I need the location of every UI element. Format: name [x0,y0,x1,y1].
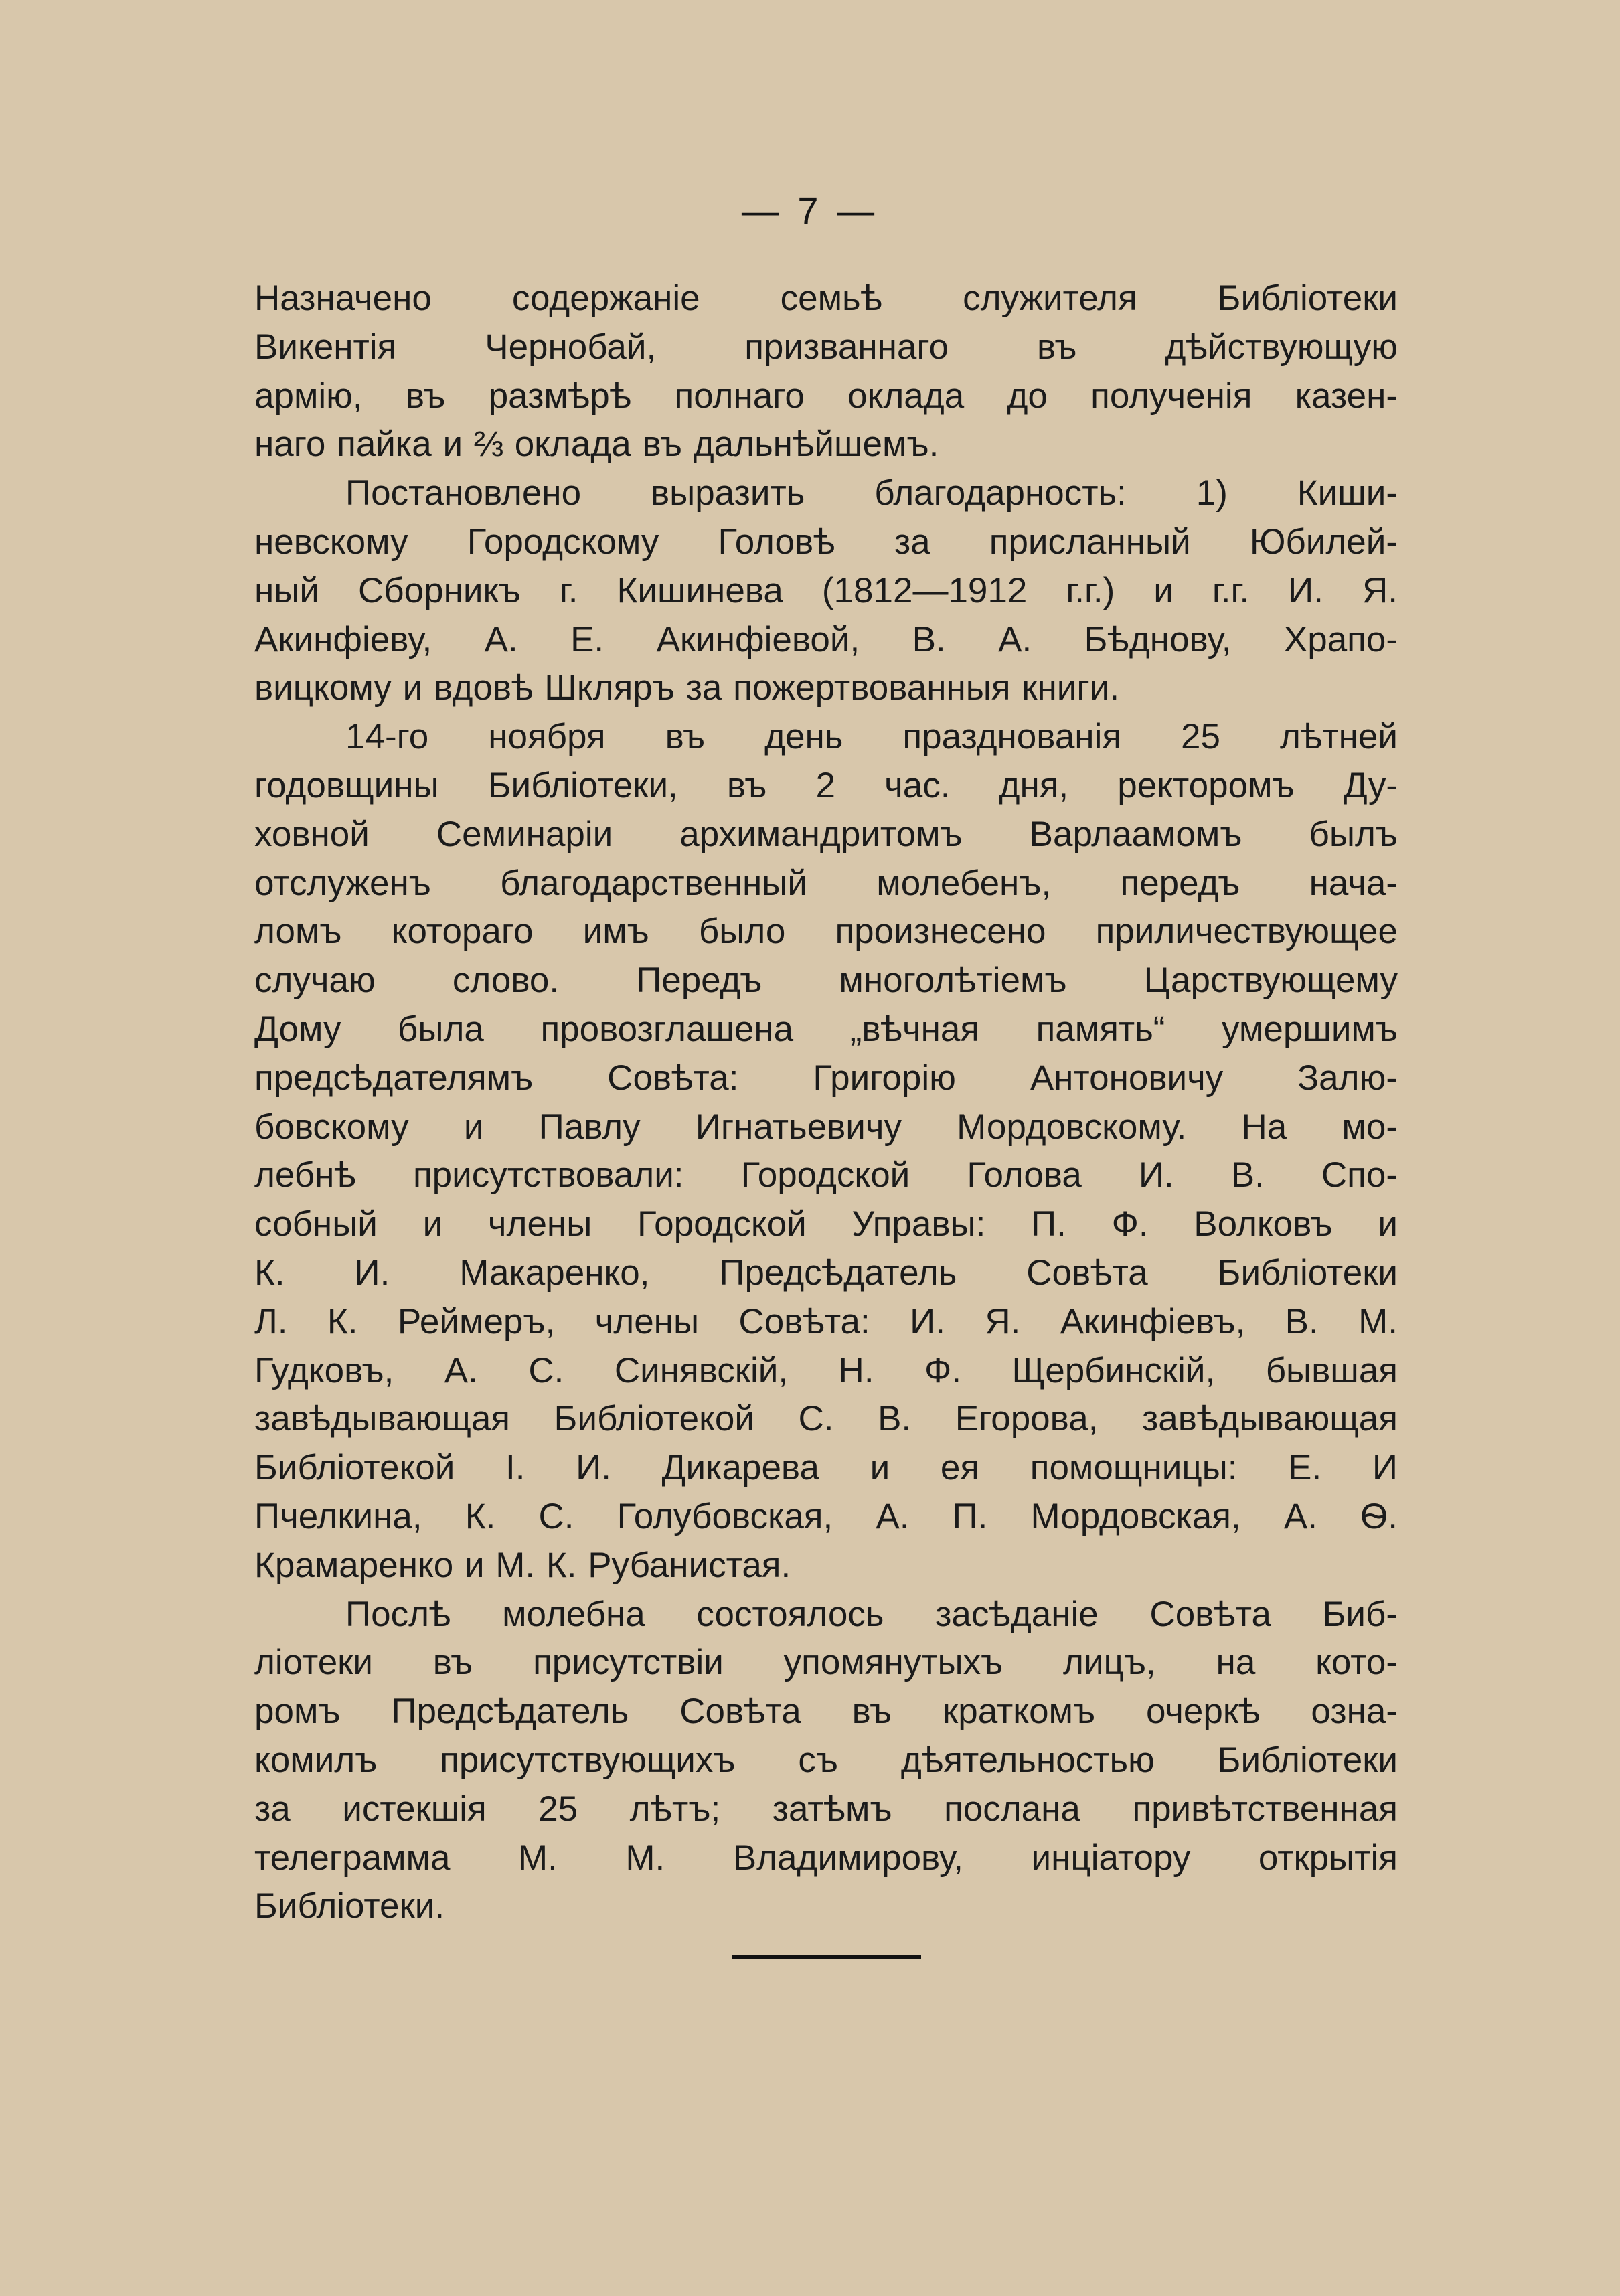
text-line: Назначено содержаніе семьѣ служителя Библіотеки [254,278,1398,318]
text-line: годовщины Библіотеки, въ 2 час. дня, ректоромъ Ду- [254,765,1398,805]
text-line: предсѣдателямъ Совѣта: Григорію Антоновичу Залю- [254,1058,1398,1098]
text-line: Библіотекой І. И. Дикарева и ея помощницы: Е. И [254,1448,1398,1488]
text-line: случаю слово. Передъ многолѣтіемъ Царствующему [254,961,1398,1001]
text-line: за истекшія 25 лѣтъ; затѣмъ послана привѣтственная [254,1789,1398,1829]
text-line: невскому Городскому Головѣ за присланный Юбилей- [254,521,1398,562]
text-line: Крамаренко и М. К. Рубанистая. [254,1545,791,1585]
text-line: телеграмма М. М. Владимирову, инціатору открытія [254,1837,1398,1878]
text-line: армію, въ размѣрѣ полнаго оклада до полученія казен- [254,376,1398,416]
text-line: Библіотеки. [254,1886,445,1926]
body-text [254,274,1398,1931]
text-line: ный Сборникъ г. Кишинева (1812—1912 г.г.) и г.г. И. Я. [254,570,1398,610]
text-line: ховной Семинаріи архимандритомъ Варлаамомъ былъ [254,814,1398,854]
text-line: собный и члены Городской Управы: П. Ф. Волковъ и [254,1204,1398,1244]
text-line: лебнѣ присутствовали: Городской Голова И. В. Спо- [254,1155,1398,1196]
text-line: завѣдывающая Библіотекой С. В. Егорова, завѣдывающая [254,1399,1398,1439]
section-divider [732,1955,921,1959]
text-line: К. И. Макаренко, Предсѣдатель Совѣта Библіотеки [254,1252,1398,1293]
text-line: ромъ Предсѣдатель Совѣта въ краткомъ очеркѣ озна- [254,1692,1398,1732]
text-line: Л. К. Реймеръ, члены Совѣта: И. Я. Акинфіевъ, В. М. [254,1301,1398,1341]
text-line: вицкому и вдовѣ Шкляръ за пожертвованныя книги. [254,668,1120,708]
text-line: ліотеки въ присутствіи упомянутыхъ лицъ, на кото- [254,1643,1398,1683]
text-line: наго пайка и ⅔ оклада въ дальнѣйшемъ. [254,424,939,465]
text-line: Дому была провозглашена „вѣчная память“ умершимъ [254,1009,1398,1049]
text-line: отслуженъ благодарственный молебенъ, передъ нача- [254,863,1398,903]
paragraph-start-line: Постановлено выразить благодарность: 1) Киши- [345,473,1398,513]
text-line: Гудковъ, А. С. Синявскій, Н. Ф. Щербинскій, бывшая [254,1350,1398,1390]
paragraph-start-line: Послѣ молебна состоялось засѣданіе Совѣта Биб- [345,1594,1398,1634]
text-line: ломъ котораго имъ было произнесено приличествующее [254,912,1398,952]
text-line: Акинфіеву, А. Е. Акинфіевой, В. А. Бѣднову, Храпо- [254,619,1398,659]
text-line: комилъ присутствующихъ съ дѣятельностью Библіотеки [254,1740,1398,1780]
page-number: — 7 — [741,189,879,232]
text-line: Пчелкина, К. С. Голубовская, А. П. Мордовская, А. Ѳ. [254,1496,1398,1536]
text-line: бовскому и Павлу Игнатьевичу Мордовскому. На мо- [254,1106,1398,1147]
paragraph-start-line: 14-го ноября въ день празднованія 25 лѣтней [345,717,1398,757]
text-line: Викентія Чернобай, призваннаго въ дѣйствующую [254,327,1398,367]
